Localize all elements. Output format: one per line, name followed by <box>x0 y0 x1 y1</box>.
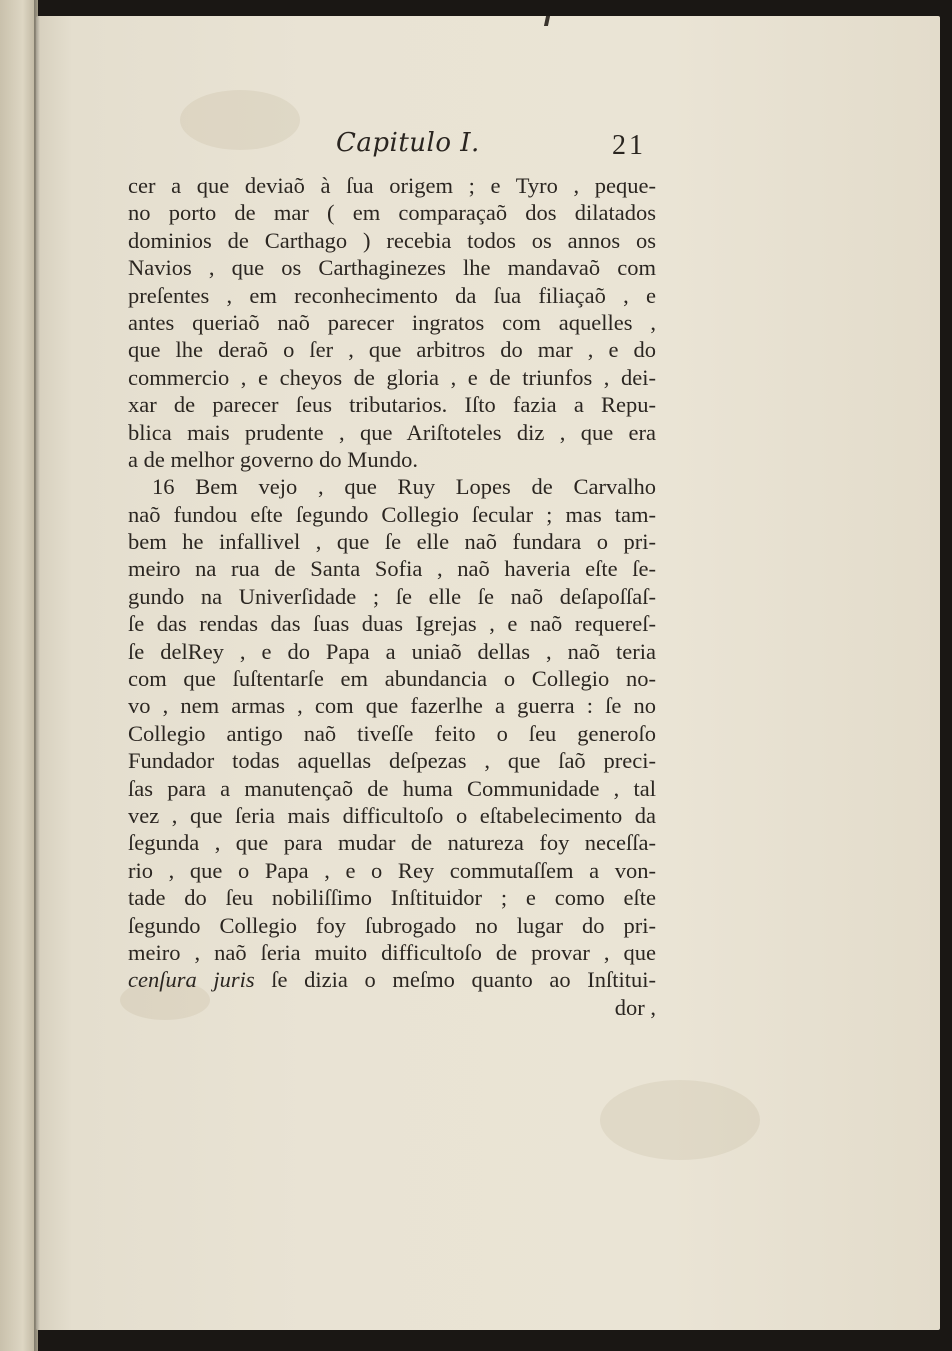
text-line: Fundador todas aquellas deſpezas , que ſaõ preci- <box>128 748 656 774</box>
text-line: gundo na Univerſidade ; ſe elle ſe naõ deſapoſſaſ- <box>128 583 656 609</box>
previous-page-edge <box>0 0 38 1351</box>
text-line: vo , nem armas , com que fazerlhe a guerra : ſe no <box>128 693 656 719</box>
text-line: a de melhor governo do Mundo. <box>128 446 418 472</box>
text-line: vez , que ſeria mais difficultoſo o eſtabelecimento da <box>128 802 656 828</box>
text-line-italic <box>128 966 656 993</box>
foxing-stain <box>600 1080 760 1160</box>
text-line: commercio , e cheyos de gloria , e de triunfos , dei- <box>128 364 656 390</box>
text-line: tade do ſeu nobiliſſimo Inſtituidor ; e como eſte <box>128 885 656 911</box>
text-line: ſas para a manutençaõ de huma Communidade , tal <box>128 775 656 801</box>
text-line: ſe delRey , e do Papa a uniaõ dellas , naõ teria <box>128 638 656 664</box>
text-line: cer a que deviaõ à ſua origem ; e Tyro , peque- <box>128 173 656 198</box>
text-line: ſegundo Collegio foy ſubrogado no lugar do pri- <box>128 912 656 938</box>
text-line: ſegunda , que para mudar de natureza foy neceſſa- <box>128 830 656 856</box>
text-line: no porto de mar ( em comparaçaõ dos dilatados <box>128 200 656 226</box>
text-line: blica mais prudente , que Ariſtoteles diz , que era <box>128 419 656 445</box>
text-line: naõ fundou eſte ſegundo Collegio ſecular ; mas tam- <box>128 501 656 527</box>
foxing-stain <box>180 90 300 150</box>
text-line: rio , que o Papa , e o Rey commutaſſem a von- <box>128 857 656 883</box>
text-line: Navios , que os Carthaginezes lhe mandavaõ com <box>128 255 656 281</box>
paragraph-start-line: 16 Bem vejo , que Ruy Lopes de Carvalho <box>152 474 656 500</box>
text-line: antes queriaõ naõ parecer ingratos com aquelles , <box>128 309 656 335</box>
page-header <box>300 128 660 168</box>
text-line: xar de parecer ſeus tributarios. Iſto fazia a Repu- <box>128 392 656 418</box>
catchword: dor , <box>614 994 656 1020</box>
page-number: 21 <box>612 130 646 161</box>
running-head: Capitulo I. <box>336 128 480 158</box>
text-line: Collegio antigo naõ tiveſſe feito o ſeu generoſo <box>128 720 656 746</box>
text-line: meiro na rua de Santa Sofia , naõ haveria eſte ſe- <box>128 556 656 582</box>
text-line: preſentes , em reconhecimento da ſua filiaçaõ , e <box>128 282 656 308</box>
text-line: meiro , naõ ſeria muito difficultoſo de provar , que <box>128 939 656 965</box>
text-line: dominios de Carthago ) recebia todos os annos os <box>128 227 656 253</box>
text-line-rest: ſe dizia o meſmo quanto ao Inſtitui- <box>254 967 657 993</box>
binding-shadow <box>34 0 40 1351</box>
text-line: bem he infallivel , que ſe elle naõ fundara o pri- <box>128 529 656 555</box>
text-line: ſe das rendas das ſuas duas Igrejas , e naõ requereſ- <box>128 611 656 637</box>
text-line: com que ſuſtentarſe em abundancia o Collegio no- <box>128 666 656 692</box>
body-text <box>128 172 656 1021</box>
text-line: que lhe deraõ o ſer , que arbitros do mar , e do <box>128 337 656 363</box>
italic-phrase: cenſura juris <box>128 967 255 993</box>
